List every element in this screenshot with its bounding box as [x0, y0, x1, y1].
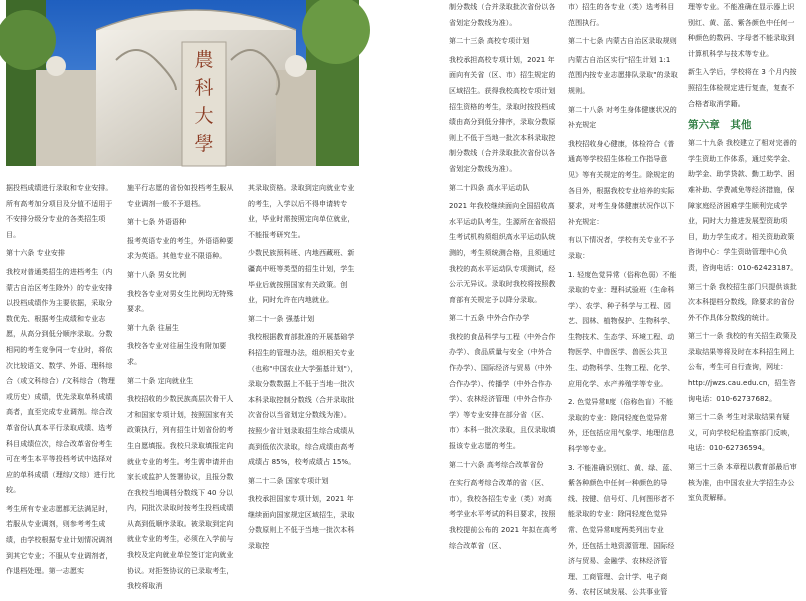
gate-char-3: 大 — [194, 105, 214, 127]
col5-paragraph: 市）招生的各专业（类）选考科目范围执行。 — [568, 3, 675, 27]
chapter-heading: 第六章 其他 — [688, 119, 752, 132]
col5-paragraph: 1. 轻度色觉异常（俗称色弱）不能录取的专业：理科试验班（生命科学）、农学、种子科学与工程、园艺、园林、植物保护、生物科学、生物技术、生态学、环境工程、动物医学、中兽医学、兽医公共卫生、动物科学、生物工程、化学、应用化学、水产养殖学等专业。 — [568, 270, 677, 388]
col5-paragraph: 有以下情况者，学校有关专业不予录取： — [568, 236, 675, 260]
col6-paragraph: 第二十九条 我校建立了相对完善的学生资助工作体系，通过奖学金、助学金、助学贷款、勤工助学、困难补助、学费减免等经济措施，保障家庭经济困难学生顺利完成学业，同时大力推进发展型资助项目，助力学生成才。相关资助政策咨询中心：学生资助管理中心负责，咨询电话：010-62423187。 — [688, 139, 798, 272]
gate-char-1: 農 — [194, 49, 214, 71]
col6-paragraph: 新生入学后，学校将在 3 个月内按照招生体检规定进行复查，复查不合格者取消学籍。 — [688, 68, 797, 108]
col3-paragraph: 我校根据教育部批准的开展基础学科招生的管理办法，组织相关专业（也称"中国农业大学强基计划"），录取分数数据上不低于当地一批次本科录取控制分数线（合并录取批次省份以当省划定分数线为准）。按照少省计划录取招生综合成绩从高到低依次录取，综合成绩由高考成绩占 85%，校考成绩占 15%。 — [248, 333, 358, 467]
col4-paragraph: 制分数线（合并录取批次省份以各省划定分数线为准）。 — [449, 3, 556, 27]
col5-paragraph: 我校招收身心健康，体检符合《普通高等学校招生体检工作指导意见》等有关规定的考生。除规定的各目外，根据我校专业培养的实际要求，对考生身体健康状况作以下补充规定： — [568, 139, 675, 226]
col4-paragraph: 我校承担高校专项计划，2021 年面向有关省（区、市）招生规定的区域招生。获得我校高校专项计划招生资格的考生，录取时按投档成绩由高分到低分排序，录取分数原则上不低于当地一批次本科录取控制分数线（合并录取批次省份以各省划定分数线为准）。 — [449, 55, 556, 173]
col2-paragraph: 施平行志愿的省份如投档考生服从专业调剂一般不予退档。 — [127, 184, 234, 208]
col4-paragraph: 在实行高考综合改革的省（区、市），我校各招生专业（类）对高考学业水平考试的科目要求，按照我校提前公布的 2021 年拟在高考综合改革省（区、 — [449, 479, 558, 550]
col4-paragraph: 第二十三条 高校专项计划 — [449, 37, 530, 46]
col6-paragraph: 第三十三条 本章程以教育部最后审核为准，由中国农业大学招生办公室负责解释。 — [688, 463, 797, 503]
col2-paragraph: 第二十条 定向就业生 — [127, 376, 194, 385]
gate-char-4: 學 — [194, 133, 214, 155]
col3-paragraph: 少数民族预科班、内地西藏班、新疆高中班等类型的招生计划，学生毕业后就按照国家有关政策。创业，同时允许在内地就业。 — [248, 249, 355, 305]
col3-paragraph: 第二十二条 国家专项计划 — [248, 476, 329, 485]
text-column-3 — [248, 181, 358, 551]
col6-paragraph: 理等专业。不能准确在显示器上识别红、黄、蓝、紫各颜色中任何一种颜色的数码、字母者不能录取到计算机科学与技术等专业。 — [688, 3, 795, 58]
col6-paragraph: 第三十一条 我校的有关招生政策及录取结果等将及时在本科招生网上公布，考生可自行查询，网址：http://jwzs.cau.edu.cn，招生咨询电话：010-62737682。 — [688, 332, 797, 403]
col4-paragraph: 第二十五条 中外合作办学 — [449, 314, 530, 323]
col2-paragraph: 我校招收的少数民族高层次骨干人才和国家专项计划，按照国家有关政策执行，列有招生计划省份的考生自愿填报。我校只录取填报定向就业专业的考生。考生需申请并由家长或监护人签署协议，且报分数在我校当地调档分数线下 40 分以内，同批次录取时按考生投档成绩从高到低顺序录取。被录取到定向就业专业的考生，必须在入学前与我校及定向就业单位签订定向就业协议。对拒签协议的已录取考生，我校将取消 — [127, 395, 234, 591]
col2-paragraph: 我校各专业对往届生没有附加要求。 — [127, 342, 227, 366]
gate-char-2: 科 — [194, 77, 214, 99]
col1-paragraph: 考生所有专业志愿都无法满足时，若服从专业调剂，则参考考生成绩，由学校根据专业计划情况调剂到其它专业；不服从专业调剂者，作退档处理。第一志愿实 — [6, 504, 113, 576]
text-column-5 — [568, 0, 678, 597]
gate-illustration — [6, 0, 359, 166]
col5-paragraph: 2. 色觉异常Ⅱ度（俗称色盲）不能录取的专业：除同轻度色觉异常外，还包括应用气象学、地理信息科学等专业。 — [568, 398, 675, 454]
col2-paragraph: 我校各专业对男女生比例均无特殊要求。 — [127, 289, 234, 314]
col2-paragraph: 第十八条 男女比例 — [127, 270, 187, 279]
text-column-6 — [688, 0, 800, 532]
col2-paragraph: 第十九条 往届生 — [127, 323, 180, 332]
col3-paragraph: 其录取资格。录取到定向就业专业的考生，入学以后不得申请转专业，毕业时需按照定向单位就业，不能报考研究生。 — [248, 184, 355, 239]
campus-gate-photo — [6, 0, 359, 166]
col4-paragraph: 2021 年我校继续面向全国招收高水平运动队考生，生源所在省级招生考试机构须组织高水平运动队统测的，考生须统测合格，且须通过我校的高水平运动队专项测试，经公示无异议。录取时我校将按照教育部有关规定予以降分录取。 — [449, 202, 556, 304]
col1-paragraph: 我校对普通类招生的进档考生（内蒙古自治区考生除外）的专业安排以投档成绩作为主要依据，采取分数优先、根据考生成绩和专业志愿，从高分到低分顺序录取。分数相同的考生竞争同一专业时，将依次比较语文、数学、外语、理科综合（或文科综合）/文科综合（物理或历史）成绩，优先录取单科成绩高者，直至完成专业调剂。综合改革省份认真本平行录取成绩、选考科目成绩位次，综合改革省份考生可在考生本平等投档考试中选择对应的单科成绩（理综/文综）进行比较。 — [6, 267, 115, 495]
text-column-4 — [449, 0, 559, 550]
col1-paragraph: 第十六条 专业安排 — [6, 249, 66, 258]
col4-paragraph: 第二十六条 高考综合改革省份 — [449, 460, 544, 469]
col1-paragraph: 据投档成绩进行录取和专业安排。所有高考加分项目及分值不适用于不安排分级分专业的各类招生项目。 — [6, 184, 113, 239]
col6-paragraph: 第三十二条 考生对录取结果有疑义，可向学校纪检监察部门反映，电话：010-62736594。 — [688, 413, 795, 453]
col3-paragraph: 第二十一条 强基计划 — [248, 314, 315, 323]
col5-paragraph: 第二十七条 内蒙古自治区录取规则 — [568, 37, 677, 46]
col4-paragraph: 第二十四条 高水平运动队 — [449, 183, 530, 192]
text-column-2 — [127, 181, 239, 591]
col3-paragraph: 我校承担国家专项计划，2021 年继续面向国家规定区域招生，录取分数原则上不低于当地一批次本科录取控 — [248, 495, 355, 551]
col4-paragraph: 我校的食品科学与工程（中外合作办学）、食品质量与安全（中外合作办学）、国际经济与贸易（中外合作办学）、传播学（中外合作办学）、农林经济管理（中外合作办学）等专业安排在部分省（区、市）本科一批次录取，且仅录取填报该专业志愿的考生。 — [449, 332, 556, 451]
col2-paragraph: 报考英语专业的考生，外语语种要求为英语。其他专业不限语种。 — [127, 236, 234, 261]
col6-paragraph: 第三十条 我校招生部门只提供该批次本科提档分数线，除要求的省份外不作具体分数线的统计。 — [688, 282, 797, 322]
text-column-1 — [6, 181, 116, 576]
col2-paragraph: 第十七条 外语语种 — [127, 218, 187, 227]
col5-paragraph: 3. 不能准确识别红、黄、绿、蓝、紫各种颜色中任何一种颜色的导线、按键、信号灯、几何图形者不能录取的专业：除同轻度色觉异常、色觉异常Ⅱ度两类列出专业外，还包括土地资源管理、国际经济与贸易、金融学、农林经济管理、工商管理、会计学、电子商务、农村区域发展、公共事业管 — [568, 463, 677, 597]
col5-paragraph: 第二十八条 对考生身体健康状况的补充规定 — [568, 105, 677, 130]
col5-paragraph: 内蒙古自治区实行"招生计划 1:1 范围内按专业志愿排队录取"的录取规则。 — [568, 55, 678, 95]
